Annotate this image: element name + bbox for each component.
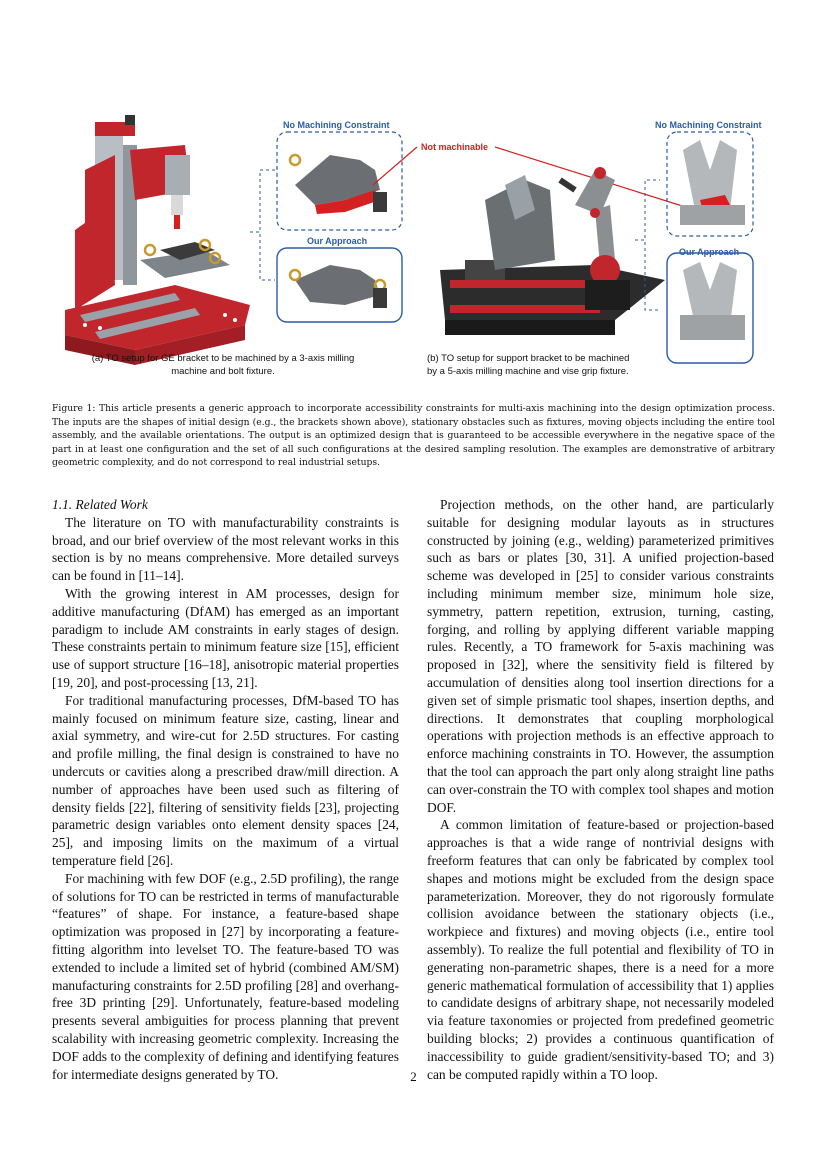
bracket-optimized-left bbox=[290, 265, 387, 308]
subcaption-a bbox=[73, 352, 373, 378]
paragraph: The literature on TO with manufacturability constraints is broad, and our brief overview of the most relevant works in this section is by no means comprehensive. More detailed surveys can be found in [11–14]. bbox=[52, 514, 399, 584]
five-axis-milling-machine bbox=[440, 167, 665, 335]
section-title: 1.1. Related Work bbox=[52, 497, 148, 512]
subcaption-a-line-2: machine and bolt fixture. bbox=[171, 366, 275, 377]
subcaption-a-line-1: (a) TO setup for GE bracket to be machined by a 3-axis milling bbox=[91, 353, 355, 364]
support-bracket-optimized bbox=[680, 262, 745, 340]
label-not-machinable: Not machinable bbox=[421, 142, 489, 152]
page-number: 2 bbox=[410, 1069, 417, 1084]
paragraph: With the growing interest in AM processes, design for additive manufacturing (DfAM) has emerged as an important paradigm to include AM constraints in early stages of design. These constraints pertain to minimum feature size [15], efficient use of support structure [16–18], anisotropic material properties [19, 20], and post-processing [13, 21]. bbox=[52, 585, 399, 690]
figure-caption: Figure 1: This article presents a generic approach to incorporate accessibility constraints for multi-axis machining into the design optimization process. The inputs are the shapes of initial design (e.g., the brackets shown above), stationary obstacles such as fixtures, moving objects including the entire tool assembly, and the available orientations. The output is an optimized design that is guaranteed to be accessible everywhere in the negative space of the part in at least one configuration and the set of all such configurations at the desired sampling resolution. The examples are demonstrative of arbitrary geometric complexity, and do not correspond to real industrial setups. bbox=[52, 403, 775, 468]
label-our-approach-left: Our Approach bbox=[307, 236, 368, 246]
subcaption-b-line-1: (b) TO setup for support bracket to be machined bbox=[427, 353, 630, 364]
right-column bbox=[427, 496, 774, 1083]
subcaption-b-line-2: by a 5-axis milling machine and vise grip fixture. bbox=[427, 366, 629, 377]
support-bracket-unconstrained bbox=[680, 140, 745, 225]
paragraph: A common limitation of feature-based or projection-based approaches is that a wide range of nontrivial designs with freeform features that can only be fabricated by complex tool shapes and motions might be excluded from the design space parameterization. Moreover, they do not rigorously formulate collision avoidance between the stationary objects (i.e., workpiece and fixtures) and moving objects (i.e., entire tool assembly). To realize the full potential and flexibility of TO in generating non-parametric shapes, there is a need for a more generic mathematical formulation of accessibility that 1) applies to candidate designs of arbitrary shape, not necessarily modeled via feature taxonomies or projected from predefined geometric building blocks; 2) provides a continuous quantification of inaccessibility to guide gradient/sensitivity-based TO; and 3) can be computed rapidly within a TO loop. bbox=[427, 817, 774, 1082]
label-no-constraint-left: No Machining Constraint bbox=[283, 120, 390, 130]
paragraph: For traditional manufacturing processes, DfM-based TO has mainly focused on minimum feature size, casting, linear and axial symmetry, and wire-cut for 2.5D structures. For casting and profile milling, the final design is constrained to have no undercuts or cavities along a prescribed draw/mill direction. A number of approaches have been used such as filtering of density fields [22], filtering of sensitivity fields [23], projecting parametric design variables onto element density spaces [24, 25], and imposing limits on the maximum of a virtual temperature field [26]. bbox=[52, 692, 399, 868]
left-column bbox=[52, 496, 399, 1083]
label-our-approach-right: Our Approach bbox=[679, 247, 740, 257]
paragraph: For machining with few DOF (e.g., 2.5D profiling), the range of solutions for TO can be restricted in terms of manufacturable “features” of shape. For instance, a feature-based shape optimization was proposed in [27] by incorporating a feature-fitting algorithm into levelset TO. The feature-based TO was extended to include a limited set of hybrid (combined AM/SM) manufacturing constraints for 2.5D profiling [28] and overhang-free 3D printing [29]. Unfortunately, feature-based modeling presents several ambiguities for process planning that prevent scalability with increasing geometric complexity. Increasing the DOF adds to the complexity of defining and identifying features for intermediate designs generated by TO. bbox=[52, 870, 399, 1082]
bracket-unconstrained-left bbox=[290, 155, 387, 214]
figure-1 bbox=[55, 110, 775, 400]
label-no-constraint-right: No Machining Constraint bbox=[655, 120, 762, 130]
three-axis-milling-machine bbox=[65, 115, 250, 365]
subcaption-b bbox=[427, 352, 687, 378]
paragraph: Projection methods, on the other hand, are particularly suitable for designing modular layouts as in structures constructed by joining (e.g., welding) parameterized primitives such as bars or plates [30, 31]. A unified projection-based scheme was developed in [25] to consider various constraints including minimum member size, minimum hole size, symmetry, pattern repetition, extrusion, turning, casting, forging, and rolling by applying different variable mapping rules. Recently, a TO framework for 5-axis machining was proposed in [32], where the sensitivity field is filtered by accumulation of densities along tool insertion directions for a given set of simple prismatic tool shapes, insertion depths, and directions. It demonstrates that coupling morphological operations with projection methods is an effective approach to enforce machining constraints in TO. However, the assumption that the tool can approach the part only along straight line paths can over-constrain the TO with complex tool shapes and motion DOF. bbox=[427, 497, 774, 815]
